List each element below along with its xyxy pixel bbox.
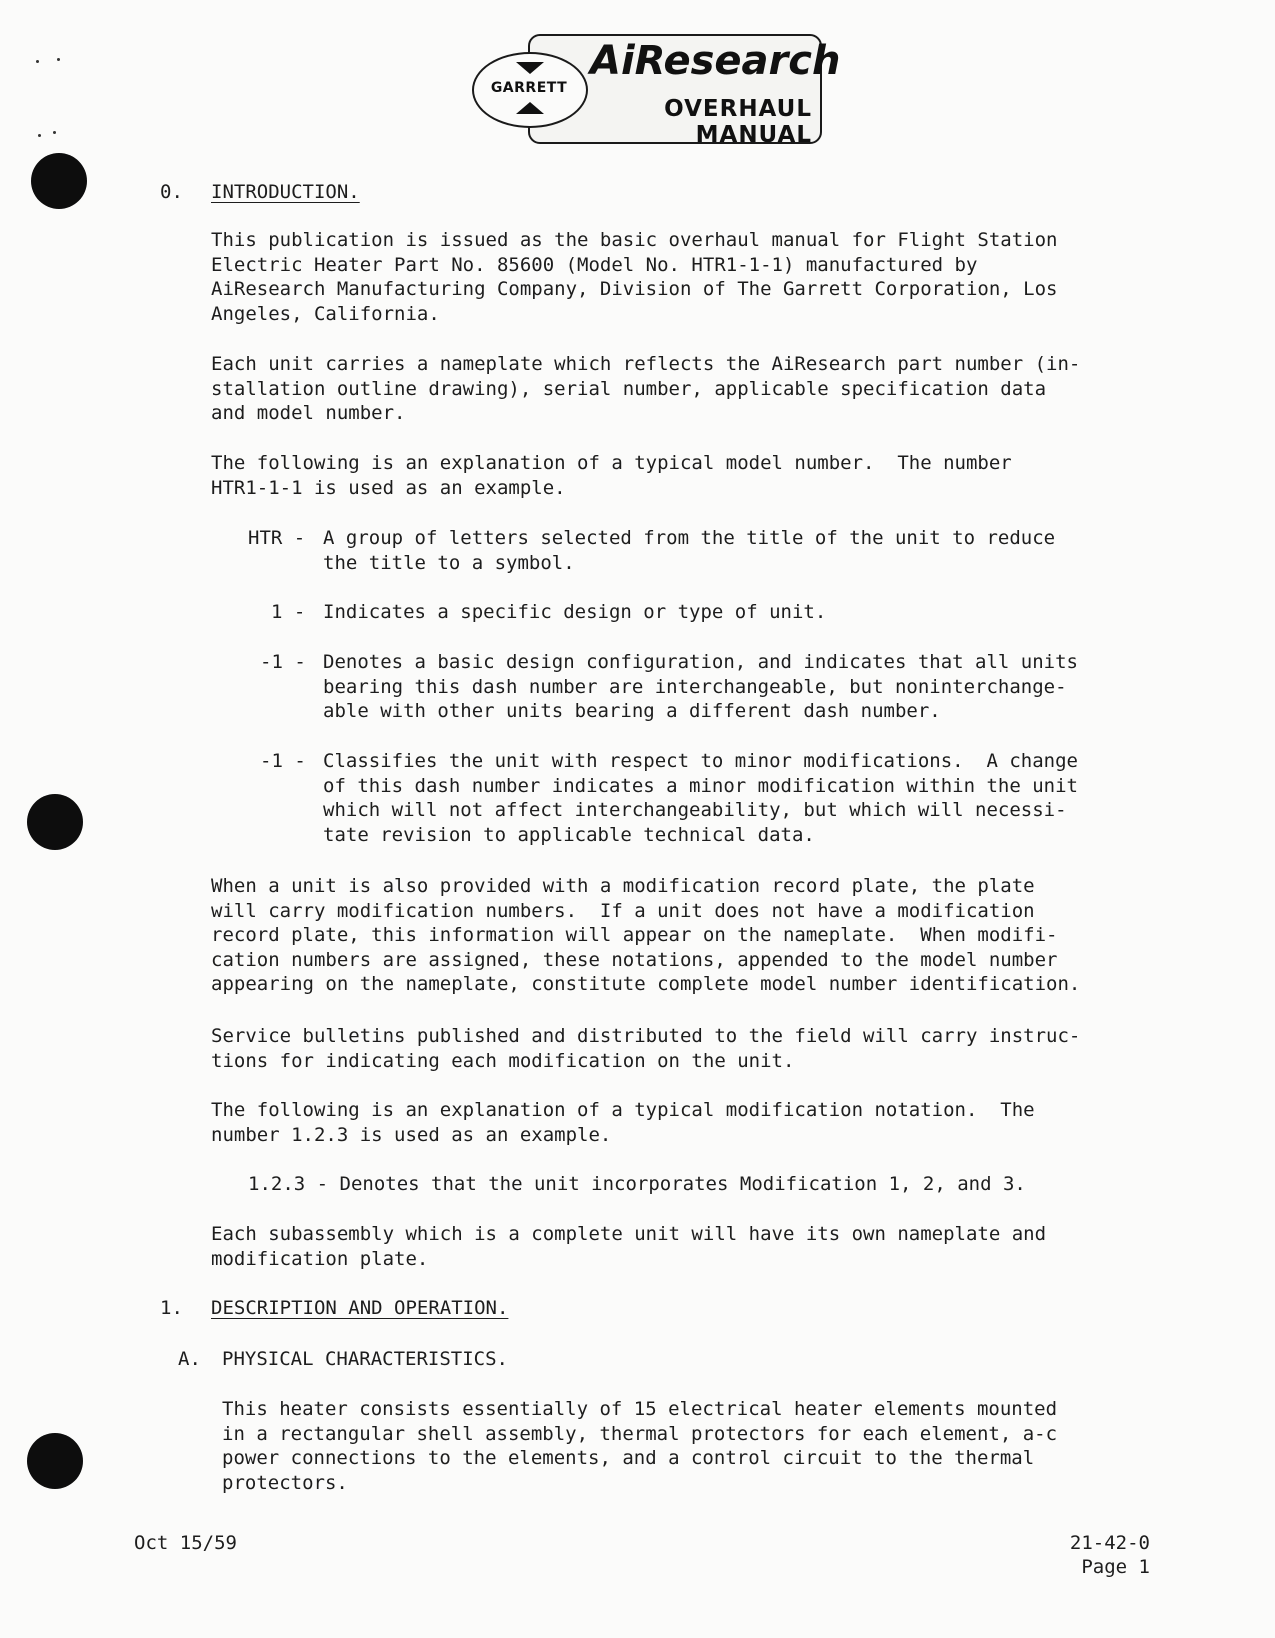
footer-date: Oct 15/59: [134, 1532, 237, 1554]
speck: [36, 60, 39, 63]
triangle-down-icon: [516, 62, 544, 74]
paragraph: When a unit is also provided with a modification record plate, the plate will carry modification numbers. If a unit does not have a modification record plate, this information will appear on the nameplate. When modifi- cation numbers are assigned, these notations, appended to the model number appearing on the nameplate, constitute complete model number identification.: [211, 875, 1081, 996]
paragraph: This publication is issued as the basic overhaul manual for Flight Station Electric Heater Part No. 85600 (Model No. HTR1-1-1) manufactured by AiResearch Manufacturing Company, Division of The Garrett Corporation, Los Angeles, California.: [211, 229, 1058, 325]
speck: [38, 134, 41, 137]
list-term: HTR -: [248, 527, 306, 549]
logo-subtitle: OVERHAUL MANUAL: [664, 96, 812, 148]
paragraph: This heater consists essentially of 15 electrical heater elements mounted in a rectangular shell assembly, thermal protectors for each element, a-c power connections to the elements, and a control circuit to the thermal protectors.: [222, 1398, 1058, 1494]
paragraph: Service bulletins published and distributed to the field will carry instruc- tions for indicating each modification on the unit.: [211, 1025, 1081, 1072]
list-term: -1 -: [260, 750, 306, 772]
logo-brand: GARRETT: [490, 80, 568, 96]
list-text: Indicates a specific design or type of unit.: [323, 601, 827, 623]
footer-page-number: Page 1: [1081, 1556, 1150, 1578]
list-text: A group of letters selected from the title of the unit to reduce the title to a symbol.: [323, 527, 1056, 574]
paragraph: The following is an explanation of a typical modification notation. The number 1.2.3 is used as an example.: [211, 1099, 1035, 1146]
speck: [57, 58, 60, 61]
modification-example: 1.2.3 - Denotes that the unit incorporates Modification 1, 2, and 3.: [248, 1173, 1026, 1195]
subsection-heading: PHYSICAL CHARACTERISTICS.: [222, 1348, 508, 1370]
binder-hole-bottom: [27, 1433, 83, 1489]
section-number: 0.: [160, 181, 183, 203]
list-term: 1 -: [271, 601, 306, 623]
paragraph: The following is an explanation of a typical model number. The number HTR1-1-1 is used as an example.: [211, 452, 1012, 499]
paragraph: Each subassembly which is a complete unit will have its own nameplate and modification plate.: [211, 1223, 1047, 1270]
subsection-number: A.: [178, 1348, 201, 1370]
list-text: Denotes a basic design configuration, and indicates that all units bearing this dash number are interchangeable, but noninterchange- able with other units bearing a different dash number.: [323, 651, 1078, 723]
section-number: 1.: [160, 1297, 183, 1319]
section-heading: INTRODUCTION.: [211, 181, 360, 203]
speck: [53, 131, 56, 134]
footer-doc-number: 21-42-0: [1069, 1532, 1150, 1554]
list-text: Classifies the unit with respect to minor modifications. A change of this dash number indicates a minor modification within the unit which will not affect interchangeability, but which will necessi- tate revision to applicable technical data.: [323, 750, 1078, 846]
list-term: -1 -: [260, 651, 306, 673]
binder-hole-middle: [27, 794, 83, 850]
triangle-up-icon: [516, 102, 544, 114]
section-heading: DESCRIPTION AND OPERATION.: [211, 1297, 509, 1319]
paragraph: Each unit carries a nameplate which reflects the AiResearch part number (in- stallation outline drawing), serial number, applicable specification data and model number.: [211, 353, 1081, 425]
logo-name: AiResearch: [590, 38, 841, 84]
binder-hole-top: [31, 153, 87, 209]
